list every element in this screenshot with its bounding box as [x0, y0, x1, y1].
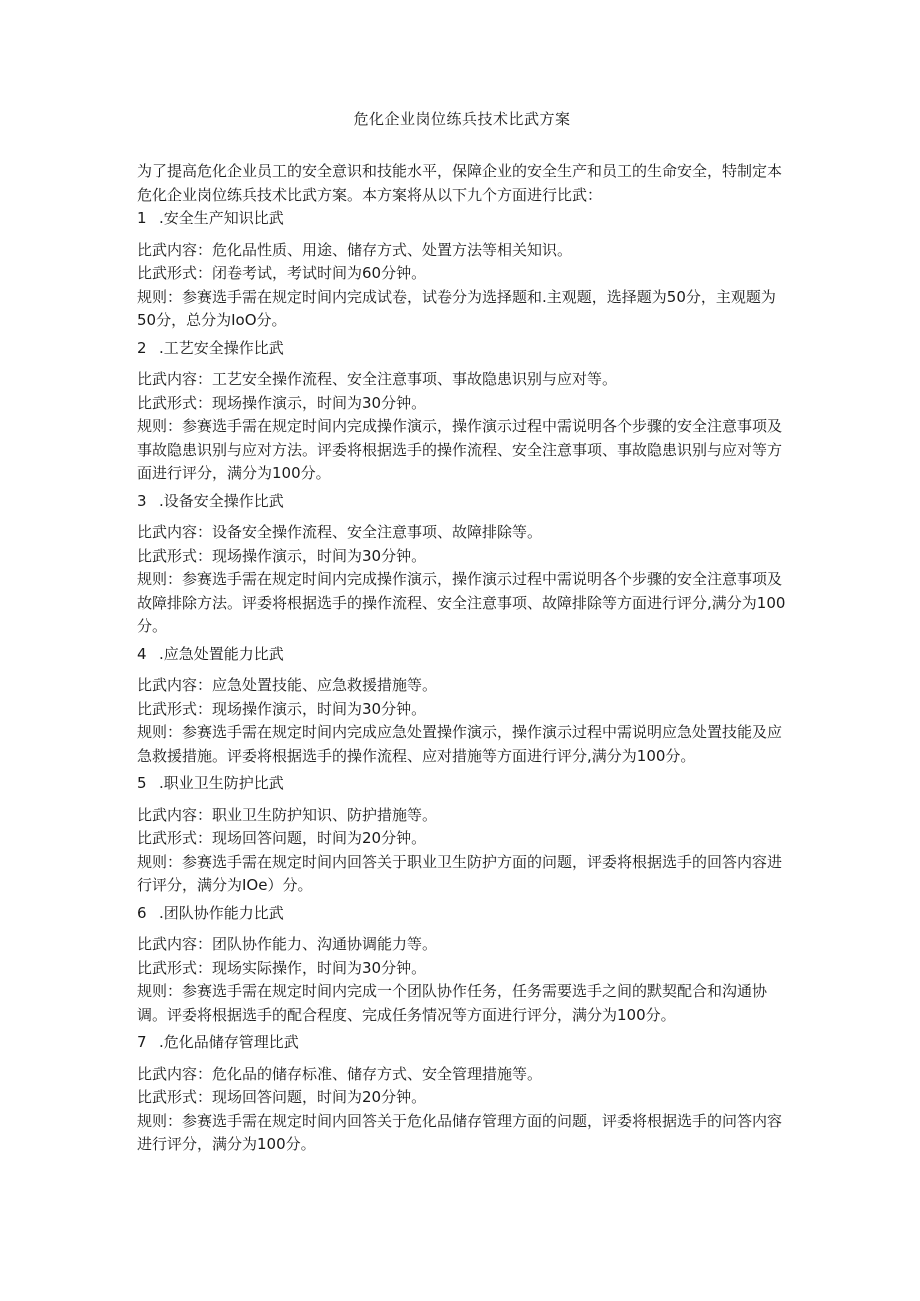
section-5 [137, 772, 787, 898]
section-number: 7 [137, 1033, 147, 1051]
section-7 [137, 1031, 787, 1157]
section-heading [137, 902, 787, 934]
section-number: 4 [137, 644, 147, 663]
section-heading-text: .团队协作能力比武 [159, 903, 284, 922]
section-rules: 规则：参赛选手需在规定时间内完成应急处置操作演示，操作演示过程中需说明应急处置技能及应急救援措施。评委将根据选手的操作流程、应对措施等方面进行评分,满分为100分。 [137, 723, 783, 765]
section-heading-text: .设备安全操作比武 [159, 491, 284, 510]
section-heading-text: .危化品储存管理比武 [159, 1033, 299, 1051]
section-6 [137, 902, 787, 1028]
document-page [137, 108, 787, 1161]
section-rules: 规则：参赛选手需在规定时间内完成操作演示，操作演示过程中需说明各个步骤的安全注意事项及事故隐患识别与应对方法。评委将根据选手的操作流程、安全注意事项、事故隐患识别与应对等方面进行评分，满分为100分。 [137, 417, 783, 482]
section-form: 比武形式：现场操作演示，时间为30分钟。 [137, 393, 427, 412]
section-number: 3 [137, 491, 147, 510]
section-number: 1 [137, 209, 147, 227]
section-content: 比武内容：团队协作能力、沟通协调能力等。 [137, 935, 438, 953]
section-rules: 规则：参赛选手需在规定时间内完成一个团队协作任务，任务需要选手之间的默契配合和沟通协调。评委将根据选手的配合程度、完成任务情况等方面进行评分，满分为100分。 [137, 982, 768, 1024]
section-4 [137, 643, 787, 769]
section-heading [137, 643, 787, 675]
section-heading-text: .工艺安全操作比武 [159, 338, 284, 357]
section-content: 比武内容：危化品的储存标准、储存方式、安全管理措施等。 [137, 1064, 543, 1083]
section-form: 比武形式：闭卷考试，考试时间为60分钟。 [137, 264, 427, 282]
section-heading-text: .安全生产知识比武 [159, 209, 284, 227]
section-heading [137, 490, 787, 522]
section-3 [137, 490, 787, 639]
section-form: 比武形式：现场操作演示，时间为30分钟。 [137, 546, 427, 565]
section-number: 6 [137, 903, 147, 922]
section-2 [137, 337, 787, 486]
section-rules: 规则：参赛选手需在规定时间内回答关于职业卫生防护方面的问题，评委将根据选手的回答内容进行评分，满分为IOe）分。 [137, 852, 783, 894]
section-content: 比武内容：职业卫生防护知识、防护措施等。 [137, 805, 438, 824]
section-heading [137, 772, 787, 804]
section-heading-text: .职业卫生防护比武 [159, 774, 284, 792]
intro-paragraph: 为了提高危化企业员工的安全意识和技能水平，保障企业的安全生产和员工的生命安全，特制定本危化企业岗位练兵技术比武方案。本方案将从以下九个方面进行比武： [137, 162, 783, 204]
section-1 [137, 207, 787, 333]
section-heading-text: .应急处置能力比武 [159, 644, 284, 663]
section-content: 比武内容：工艺安全操作流程、安全注意事项、事故隐患识别与应对等。 [137, 370, 618, 388]
section-form: 比武形式：现场操作演示，时间为30分钟。 [137, 699, 427, 718]
section-heading [137, 207, 787, 239]
section-number: 5 [137, 774, 147, 792]
section-rules: 规则：参赛选手需在规定时间内回答关于危化品储存管理方面的问题，评委将根据选手的问答内容进行评分，满分为100分。 [137, 1111, 783, 1153]
section-content: 比武内容：应急处置技能、应急救援措施等。 [137, 676, 438, 694]
section-rules: 规则：参赛选手需在规定时间内完成操作演示，操作演示过程中需说明各个步骤的安全注意事项及故障排除方法。评委将根据选手的操作流程、安全注意事项、故障排除等方面进行评分,满分为100分。 [137, 570, 786, 635]
section-number: 2 [137, 338, 147, 357]
sections-container [137, 207, 787, 1157]
document-title: 危化企业岗位练兵技术比武方案 [353, 110, 571, 128]
section-heading [137, 1031, 787, 1063]
section-rules: 规则：参赛选手需在规定时间内完成试卷，试卷分为选择题和.主观题，选择题为50分，主观题为50分，总分为IoO分。 [137, 287, 776, 329]
section-heading [137, 337, 787, 369]
section-form: 比武形式：现场实际操作，时间为30分钟。 [137, 958, 427, 977]
section-content: 比武内容：危化品性质、用途、储存方式、处置方法等相关知识。 [137, 240, 573, 259]
section-content: 比武内容：设备安全操作流程、安全注意事项、故障排除等。 [137, 523, 543, 541]
section-form: 比武形式：现场回答问题，时间为20分钟。 [137, 829, 427, 847]
section-form: 比武形式：现场回答问题，时间为20分钟。 [137, 1088, 427, 1106]
